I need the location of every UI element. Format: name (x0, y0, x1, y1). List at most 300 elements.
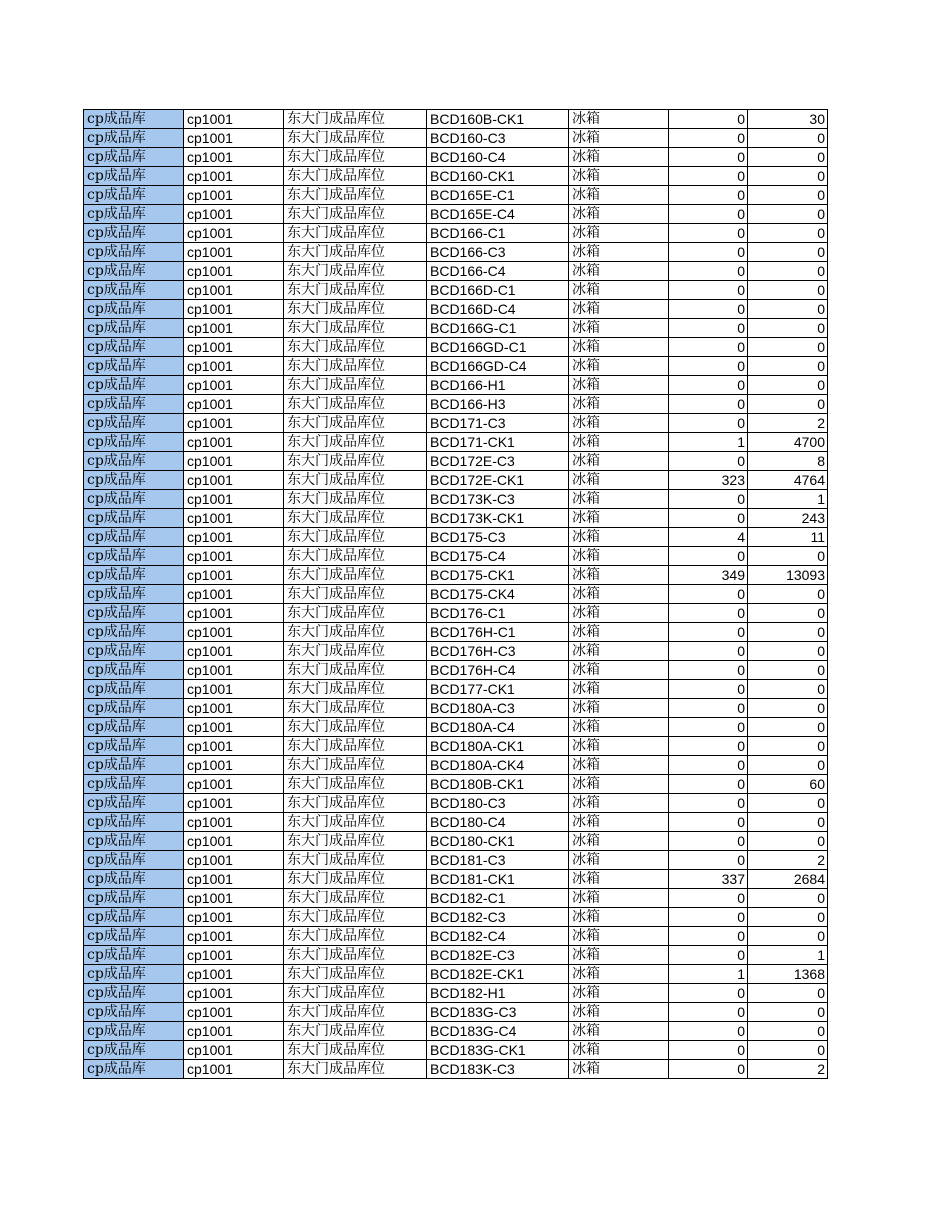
category-cell[interactable]: 冰箱 (569, 205, 669, 224)
qty-a-cell[interactable]: 0 (669, 832, 748, 851)
qty-a-cell[interactable]: 323 (669, 471, 748, 490)
qty-b-cell[interactable]: 4700 (748, 433, 828, 452)
model-cell[interactable]: BCD176-C1 (427, 604, 569, 623)
location-cell[interactable]: 东大门成品库位 (284, 319, 427, 338)
category-cell[interactable]: 冰箱 (569, 756, 669, 775)
qty-a-cell[interactable]: 349 (669, 566, 748, 585)
warehouse-cell[interactable]: cp成品库 (84, 224, 184, 243)
category-cell[interactable]: 冰箱 (569, 718, 669, 737)
location-cell[interactable]: 东大门成品库位 (284, 395, 427, 414)
warehouse-cell[interactable]: cp成品库 (84, 699, 184, 718)
qty-a-cell[interactable]: 0 (669, 110, 748, 129)
code-cell[interactable]: cp1001 (184, 1003, 284, 1022)
qty-a-cell[interactable]: 0 (669, 680, 748, 699)
category-cell[interactable]: 冰箱 (569, 889, 669, 908)
model-cell[interactable]: BCD175-CK4 (427, 585, 569, 604)
location-cell[interactable]: 东大门成品库位 (284, 129, 427, 148)
qty-b-cell[interactable]: 1 (748, 490, 828, 509)
code-cell[interactable]: cp1001 (184, 376, 284, 395)
location-cell[interactable]: 东大门成品库位 (284, 832, 427, 851)
qty-b-cell[interactable]: 0 (748, 300, 828, 319)
code-cell[interactable]: cp1001 (184, 148, 284, 167)
location-cell[interactable]: 东大门成品库位 (284, 851, 427, 870)
location-cell[interactable]: 东大门成品库位 (284, 756, 427, 775)
location-cell[interactable]: 东大门成品库位 (284, 946, 427, 965)
warehouse-cell[interactable]: cp成品库 (84, 262, 184, 281)
code-cell[interactable]: cp1001 (184, 452, 284, 471)
code-cell[interactable]: cp1001 (184, 813, 284, 832)
warehouse-cell[interactable]: cp成品库 (84, 984, 184, 1003)
qty-b-cell[interactable]: 0 (748, 376, 828, 395)
model-cell[interactable]: BCD182-C1 (427, 889, 569, 908)
qty-b-cell[interactable]: 0 (748, 984, 828, 1003)
qty-b-cell[interactable]: 2 (748, 414, 828, 433)
qty-a-cell[interactable]: 0 (669, 547, 748, 566)
category-cell[interactable]: 冰箱 (569, 167, 669, 186)
code-cell[interactable]: cp1001 (184, 965, 284, 984)
qty-b-cell[interactable]: 0 (748, 129, 828, 148)
qty-b-cell[interactable]: 0 (748, 642, 828, 661)
model-cell[interactable]: BCD166D-C1 (427, 281, 569, 300)
location-cell[interactable]: 东大门成品库位 (284, 965, 427, 984)
qty-b-cell[interactable]: 0 (748, 319, 828, 338)
location-cell[interactable]: 东大门成品库位 (284, 414, 427, 433)
qty-b-cell[interactable]: 1368 (748, 965, 828, 984)
location-cell[interactable]: 东大门成品库位 (284, 300, 427, 319)
qty-a-cell[interactable]: 0 (669, 1003, 748, 1022)
qty-a-cell[interactable]: 0 (669, 775, 748, 794)
warehouse-cell[interactable]: cp成品库 (84, 471, 184, 490)
category-cell[interactable]: 冰箱 (569, 338, 669, 357)
code-cell[interactable]: cp1001 (184, 756, 284, 775)
warehouse-cell[interactable]: cp成品库 (84, 566, 184, 585)
qty-b-cell[interactable]: 2684 (748, 870, 828, 889)
warehouse-cell[interactable]: cp成品库 (84, 775, 184, 794)
category-cell[interactable]: 冰箱 (569, 661, 669, 680)
code-cell[interactable]: cp1001 (184, 490, 284, 509)
qty-b-cell[interactable]: 4764 (748, 471, 828, 490)
category-cell[interactable]: 冰箱 (569, 737, 669, 756)
category-cell[interactable]: 冰箱 (569, 984, 669, 1003)
qty-b-cell[interactable]: 0 (748, 756, 828, 775)
category-cell[interactable]: 冰箱 (569, 1060, 669, 1079)
category-cell[interactable]: 冰箱 (569, 110, 669, 129)
warehouse-cell[interactable]: cp成品库 (84, 604, 184, 623)
location-cell[interactable]: 东大门成品库位 (284, 376, 427, 395)
category-cell[interactable]: 冰箱 (569, 1003, 669, 1022)
qty-a-cell[interactable]: 0 (669, 889, 748, 908)
category-cell[interactable]: 冰箱 (569, 623, 669, 642)
location-cell[interactable]: 东大门成品库位 (284, 1060, 427, 1079)
warehouse-cell[interactable]: cp成品库 (84, 528, 184, 547)
qty-a-cell[interactable]: 0 (669, 984, 748, 1003)
model-cell[interactable]: BCD183G-C4 (427, 1022, 569, 1041)
category-cell[interactable]: 冰箱 (569, 357, 669, 376)
code-cell[interactable]: cp1001 (184, 927, 284, 946)
model-cell[interactable]: BCD160B-CK1 (427, 110, 569, 129)
code-cell[interactable]: cp1001 (184, 737, 284, 756)
location-cell[interactable]: 东大门成品库位 (284, 984, 427, 1003)
code-cell[interactable]: cp1001 (184, 946, 284, 965)
qty-a-cell[interactable]: 0 (669, 718, 748, 737)
code-cell[interactable]: cp1001 (184, 281, 284, 300)
category-cell[interactable]: 冰箱 (569, 927, 669, 946)
code-cell[interactable]: cp1001 (184, 642, 284, 661)
category-cell[interactable]: 冰箱 (569, 832, 669, 851)
category-cell[interactable]: 冰箱 (569, 566, 669, 585)
location-cell[interactable]: 东大门成品库位 (284, 1022, 427, 1041)
code-cell[interactable]: cp1001 (184, 205, 284, 224)
category-cell[interactable]: 冰箱 (569, 1041, 669, 1060)
warehouse-cell[interactable]: cp成品库 (84, 813, 184, 832)
model-cell[interactable]: BCD183G-CK1 (427, 1041, 569, 1060)
qty-b-cell[interactable]: 0 (748, 585, 828, 604)
code-cell[interactable]: cp1001 (184, 186, 284, 205)
category-cell[interactable]: 冰箱 (569, 395, 669, 414)
code-cell[interactable]: cp1001 (184, 262, 284, 281)
code-cell[interactable]: cp1001 (184, 775, 284, 794)
location-cell[interactable]: 东大门成品库位 (284, 566, 427, 585)
location-cell[interactable]: 东大门成品库位 (284, 1041, 427, 1060)
location-cell[interactable]: 东大门成品库位 (284, 243, 427, 262)
qty-b-cell[interactable]: 0 (748, 1003, 828, 1022)
model-cell[interactable]: BCD175-C3 (427, 528, 569, 547)
warehouse-cell[interactable]: cp成品库 (84, 680, 184, 699)
qty-b-cell[interactable]: 243 (748, 509, 828, 528)
category-cell[interactable]: 冰箱 (569, 851, 669, 870)
qty-a-cell[interactable]: 0 (669, 509, 748, 528)
qty-b-cell[interactable]: 0 (748, 205, 828, 224)
category-cell[interactable]: 冰箱 (569, 1022, 669, 1041)
qty-a-cell[interactable]: 0 (669, 851, 748, 870)
model-cell[interactable]: BCD180-C4 (427, 813, 569, 832)
model-cell[interactable]: BCD180-C3 (427, 794, 569, 813)
category-cell[interactable]: 冰箱 (569, 604, 669, 623)
qty-a-cell[interactable]: 0 (669, 281, 748, 300)
warehouse-cell[interactable]: cp成品库 (84, 718, 184, 737)
code-cell[interactable]: cp1001 (184, 224, 284, 243)
model-cell[interactable]: BCD172E-CK1 (427, 471, 569, 490)
code-cell[interactable]: cp1001 (184, 395, 284, 414)
code-cell[interactable]: cp1001 (184, 528, 284, 547)
category-cell[interactable]: 冰箱 (569, 965, 669, 984)
model-cell[interactable]: BCD182-C3 (427, 908, 569, 927)
model-cell[interactable]: BCD171-CK1 (427, 433, 569, 452)
warehouse-cell[interactable]: cp成品库 (84, 110, 184, 129)
model-cell[interactable]: BCD160-CK1 (427, 167, 569, 186)
qty-b-cell[interactable]: 0 (748, 737, 828, 756)
warehouse-cell[interactable]: cp成品库 (84, 281, 184, 300)
category-cell[interactable]: 冰箱 (569, 585, 669, 604)
model-cell[interactable]: BCD176H-C3 (427, 642, 569, 661)
model-cell[interactable]: BCD180A-C3 (427, 699, 569, 718)
qty-b-cell[interactable]: 0 (748, 661, 828, 680)
qty-b-cell[interactable]: 8 (748, 452, 828, 471)
location-cell[interactable]: 东大门成品库位 (284, 528, 427, 547)
model-cell[interactable]: BCD166GD-C4 (427, 357, 569, 376)
code-cell[interactable]: cp1001 (184, 338, 284, 357)
location-cell[interactable]: 东大门成品库位 (284, 357, 427, 376)
location-cell[interactable]: 东大门成品库位 (284, 813, 427, 832)
location-cell[interactable]: 东大门成品库位 (284, 699, 427, 718)
category-cell[interactable]: 冰箱 (569, 908, 669, 927)
category-cell[interactable]: 冰箱 (569, 433, 669, 452)
qty-b-cell[interactable]: 0 (748, 927, 828, 946)
location-cell[interactable]: 东大门成品库位 (284, 205, 427, 224)
warehouse-cell[interactable]: cp成品库 (84, 623, 184, 642)
code-cell[interactable]: cp1001 (184, 414, 284, 433)
qty-a-cell[interactable]: 0 (669, 338, 748, 357)
code-cell[interactable]: cp1001 (184, 680, 284, 699)
qty-b-cell[interactable]: 0 (748, 604, 828, 623)
warehouse-cell[interactable]: cp成品库 (84, 243, 184, 262)
qty-b-cell[interactable]: 1 (748, 946, 828, 965)
qty-a-cell[interactable]: 0 (669, 756, 748, 775)
qty-a-cell[interactable]: 4 (669, 528, 748, 547)
warehouse-cell[interactable]: cp成品库 (84, 851, 184, 870)
warehouse-cell[interactable]: cp成品库 (84, 148, 184, 167)
qty-a-cell[interactable]: 0 (669, 661, 748, 680)
location-cell[interactable]: 东大门成品库位 (284, 775, 427, 794)
qty-a-cell[interactable]: 0 (669, 262, 748, 281)
code-cell[interactable]: cp1001 (184, 794, 284, 813)
model-cell[interactable]: BCD165E-C1 (427, 186, 569, 205)
warehouse-cell[interactable]: cp成品库 (84, 946, 184, 965)
warehouse-cell[interactable]: cp成品库 (84, 547, 184, 566)
code-cell[interactable]: cp1001 (184, 623, 284, 642)
qty-a-cell[interactable]: 0 (669, 908, 748, 927)
code-cell[interactable]: cp1001 (184, 699, 284, 718)
qty-b-cell[interactable]: 0 (748, 148, 828, 167)
qty-a-cell[interactable]: 0 (669, 794, 748, 813)
category-cell[interactable]: 冰箱 (569, 699, 669, 718)
location-cell[interactable]: 东大门成品库位 (284, 642, 427, 661)
warehouse-cell[interactable]: cp成品库 (84, 1060, 184, 1079)
qty-b-cell[interactable]: 0 (748, 243, 828, 262)
warehouse-cell[interactable]: cp成品库 (84, 376, 184, 395)
qty-a-cell[interactable]: 0 (669, 224, 748, 243)
category-cell[interactable]: 冰箱 (569, 186, 669, 205)
category-cell[interactable]: 冰箱 (569, 414, 669, 433)
warehouse-cell[interactable]: cp成品库 (84, 585, 184, 604)
code-cell[interactable]: cp1001 (184, 509, 284, 528)
location-cell[interactable]: 东大门成品库位 (284, 585, 427, 604)
qty-b-cell[interactable]: 2 (748, 1060, 828, 1079)
qty-a-cell[interactable]: 0 (669, 699, 748, 718)
qty-b-cell[interactable]: 0 (748, 680, 828, 699)
code-cell[interactable]: cp1001 (184, 110, 284, 129)
model-cell[interactable]: BCD160-C3 (427, 129, 569, 148)
qty-b-cell[interactable]: 0 (748, 1041, 828, 1060)
warehouse-cell[interactable]: cp成品库 (84, 889, 184, 908)
code-cell[interactable]: cp1001 (184, 129, 284, 148)
warehouse-cell[interactable]: cp成品库 (84, 319, 184, 338)
code-cell[interactable]: cp1001 (184, 984, 284, 1003)
qty-b-cell[interactable]: 0 (748, 832, 828, 851)
model-cell[interactable]: BCD166-C3 (427, 243, 569, 262)
warehouse-cell[interactable]: cp成品库 (84, 1022, 184, 1041)
category-cell[interactable]: 冰箱 (569, 547, 669, 566)
warehouse-cell[interactable]: cp成品库 (84, 357, 184, 376)
model-cell[interactable]: BCD183G-C3 (427, 1003, 569, 1022)
location-cell[interactable]: 东大门成品库位 (284, 186, 427, 205)
location-cell[interactable]: 东大门成品库位 (284, 433, 427, 452)
model-cell[interactable]: BCD173K-CK1 (427, 509, 569, 528)
warehouse-cell[interactable]: cp成品库 (84, 927, 184, 946)
category-cell[interactable]: 冰箱 (569, 794, 669, 813)
qty-b-cell[interactable]: 30 (748, 110, 828, 129)
qty-a-cell[interactable]: 0 (669, 376, 748, 395)
qty-a-cell[interactable]: 0 (669, 129, 748, 148)
qty-b-cell[interactable]: 13093 (748, 566, 828, 585)
qty-a-cell[interactable]: 0 (669, 357, 748, 376)
code-cell[interactable]: cp1001 (184, 547, 284, 566)
qty-a-cell[interactable]: 0 (669, 1060, 748, 1079)
location-cell[interactable]: 东大门成品库位 (284, 547, 427, 566)
warehouse-cell[interactable]: cp成品库 (84, 395, 184, 414)
warehouse-cell[interactable]: cp成品库 (84, 509, 184, 528)
category-cell[interactable]: 冰箱 (569, 813, 669, 832)
category-cell[interactable]: 冰箱 (569, 148, 669, 167)
location-cell[interactable]: 东大门成品库位 (284, 338, 427, 357)
category-cell[interactable]: 冰箱 (569, 452, 669, 471)
qty-b-cell[interactable]: 2 (748, 851, 828, 870)
qty-a-cell[interactable]: 0 (669, 737, 748, 756)
model-cell[interactable]: BCD182E-CK1 (427, 965, 569, 984)
qty-b-cell[interactable]: 0 (748, 224, 828, 243)
location-cell[interactable]: 东大门成品库位 (284, 224, 427, 243)
warehouse-cell[interactable]: cp成品库 (84, 490, 184, 509)
category-cell[interactable]: 冰箱 (569, 642, 669, 661)
qty-a-cell[interactable]: 0 (669, 300, 748, 319)
code-cell[interactable]: cp1001 (184, 1060, 284, 1079)
qty-b-cell[interactable]: 0 (748, 623, 828, 642)
qty-b-cell[interactable]: 0 (748, 186, 828, 205)
warehouse-cell[interactable]: cp成品库 (84, 737, 184, 756)
model-cell[interactable]: BCD180-CK1 (427, 832, 569, 851)
model-cell[interactable]: BCD177-CK1 (427, 680, 569, 699)
category-cell[interactable]: 冰箱 (569, 376, 669, 395)
warehouse-cell[interactable]: cp成品库 (84, 414, 184, 433)
model-cell[interactable]: BCD181-C3 (427, 851, 569, 870)
qty-b-cell[interactable]: 0 (748, 794, 828, 813)
location-cell[interactable]: 东大门成品库位 (284, 908, 427, 927)
qty-a-cell[interactable]: 0 (669, 452, 748, 471)
model-cell[interactable]: BCD166-H1 (427, 376, 569, 395)
code-cell[interactable]: cp1001 (184, 319, 284, 338)
warehouse-cell[interactable]: cp成品库 (84, 870, 184, 889)
warehouse-cell[interactable]: cp成品库 (84, 756, 184, 775)
location-cell[interactable]: 东大门成品库位 (284, 490, 427, 509)
qty-b-cell[interactable]: 0 (748, 699, 828, 718)
model-cell[interactable]: BCD166-C4 (427, 262, 569, 281)
model-cell[interactable]: BCD176H-C4 (427, 661, 569, 680)
qty-b-cell[interactable]: 60 (748, 775, 828, 794)
model-cell[interactable]: BCD166D-C4 (427, 300, 569, 319)
qty-b-cell[interactable]: 0 (748, 547, 828, 566)
qty-a-cell[interactable]: 0 (669, 1022, 748, 1041)
model-cell[interactable]: BCD166GD-C1 (427, 338, 569, 357)
qty-b-cell[interactable]: 0 (748, 167, 828, 186)
model-cell[interactable]: BCD172E-C3 (427, 452, 569, 471)
location-cell[interactable]: 东大门成品库位 (284, 680, 427, 699)
warehouse-cell[interactable]: cp成品库 (84, 129, 184, 148)
model-cell[interactable]: BCD182E-C3 (427, 946, 569, 965)
location-cell[interactable]: 东大门成品库位 (284, 1003, 427, 1022)
qty-a-cell[interactable]: 0 (669, 585, 748, 604)
warehouse-cell[interactable]: cp成品库 (84, 965, 184, 984)
code-cell[interactable]: cp1001 (184, 1041, 284, 1060)
category-cell[interactable]: 冰箱 (569, 129, 669, 148)
code-cell[interactable]: cp1001 (184, 433, 284, 452)
code-cell[interactable]: cp1001 (184, 167, 284, 186)
code-cell[interactable]: cp1001 (184, 604, 284, 623)
location-cell[interactable]: 东大门成品库位 (284, 718, 427, 737)
code-cell[interactable]: cp1001 (184, 300, 284, 319)
warehouse-cell[interactable]: cp成品库 (84, 908, 184, 927)
category-cell[interactable]: 冰箱 (569, 946, 669, 965)
qty-b-cell[interactable]: 0 (748, 889, 828, 908)
category-cell[interactable]: 冰箱 (569, 224, 669, 243)
category-cell[interactable]: 冰箱 (569, 262, 669, 281)
qty-a-cell[interactable]: 0 (669, 490, 748, 509)
location-cell[interactable]: 东大门成品库位 (284, 889, 427, 908)
model-cell[interactable]: BCD173K-C3 (427, 490, 569, 509)
location-cell[interactable]: 东大门成品库位 (284, 110, 427, 129)
model-cell[interactable]: BCD180A-C4 (427, 718, 569, 737)
category-cell[interactable]: 冰箱 (569, 775, 669, 794)
qty-a-cell[interactable]: 0 (669, 148, 748, 167)
qty-a-cell[interactable]: 0 (669, 414, 748, 433)
model-cell[interactable]: BCD175-C4 (427, 547, 569, 566)
warehouse-cell[interactable]: cp成品库 (84, 338, 184, 357)
qty-a-cell[interactable]: 0 (669, 604, 748, 623)
qty-a-cell[interactable]: 0 (669, 319, 748, 338)
warehouse-cell[interactable]: cp成品库 (84, 832, 184, 851)
category-cell[interactable]: 冰箱 (569, 490, 669, 509)
code-cell[interactable]: cp1001 (184, 908, 284, 927)
qty-a-cell[interactable]: 1 (669, 433, 748, 452)
warehouse-cell[interactable]: cp成品库 (84, 167, 184, 186)
location-cell[interactable]: 东大门成品库位 (284, 927, 427, 946)
code-cell[interactable]: cp1001 (184, 889, 284, 908)
code-cell[interactable]: cp1001 (184, 357, 284, 376)
category-cell[interactable]: 冰箱 (569, 528, 669, 547)
warehouse-cell[interactable]: cp成品库 (84, 205, 184, 224)
category-cell[interactable]: 冰箱 (569, 509, 669, 528)
qty-b-cell[interactable]: 0 (748, 262, 828, 281)
qty-b-cell[interactable]: 0 (748, 908, 828, 927)
qty-a-cell[interactable]: 0 (669, 395, 748, 414)
qty-a-cell[interactable]: 0 (669, 205, 748, 224)
location-cell[interactable]: 东大门成品库位 (284, 661, 427, 680)
model-cell[interactable]: BCD160-C4 (427, 148, 569, 167)
model-cell[interactable]: BCD175-CK1 (427, 566, 569, 585)
category-cell[interactable]: 冰箱 (569, 471, 669, 490)
model-cell[interactable]: BCD180B-CK1 (427, 775, 569, 794)
category-cell[interactable]: 冰箱 (569, 680, 669, 699)
location-cell[interactable]: 东大门成品库位 (284, 262, 427, 281)
code-cell[interactable]: cp1001 (184, 832, 284, 851)
warehouse-cell[interactable]: cp成品库 (84, 452, 184, 471)
model-cell[interactable]: BCD182-C4 (427, 927, 569, 946)
model-cell[interactable]: BCD183K-C3 (427, 1060, 569, 1079)
model-cell[interactable]: BCD166-H3 (427, 395, 569, 414)
code-cell[interactable]: cp1001 (184, 718, 284, 737)
warehouse-cell[interactable]: cp成品库 (84, 1003, 184, 1022)
location-cell[interactable]: 东大门成品库位 (284, 509, 427, 528)
code-cell[interactable]: cp1001 (184, 566, 284, 585)
